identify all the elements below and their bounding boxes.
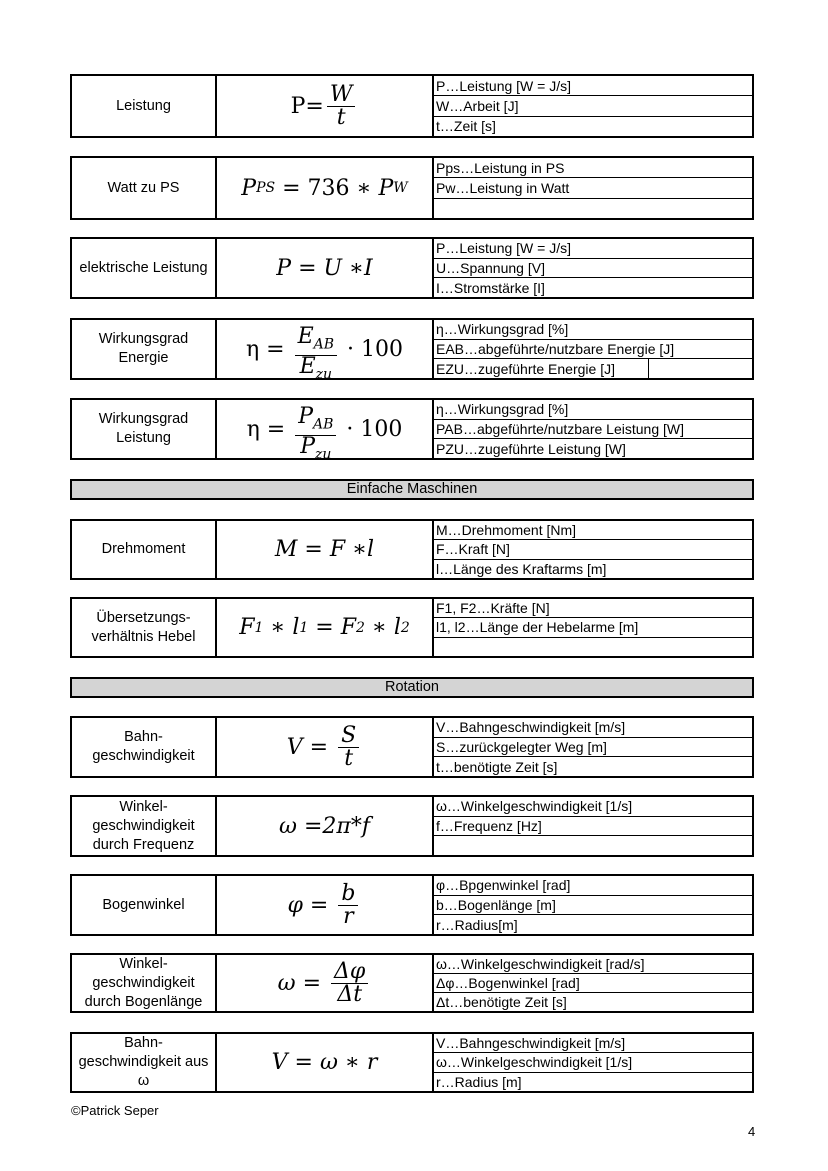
variable	[434, 359, 752, 378]
fraction	[327, 81, 356, 130]
formula-row-wirkungsgrad-energie	[70, 318, 754, 383]
row-name-line: verhältnis Hebel	[91, 628, 196, 645]
formula-row-bahngeschwindigkeit	[70, 716, 754, 778]
subscript: zu	[315, 366, 333, 383]
numerator: b	[338, 883, 358, 906]
numerator: S	[338, 725, 359, 748]
formula-lhs: η =	[246, 416, 293, 442]
row-name-line: Winkel-	[119, 798, 168, 815]
variable: t…benötigte Zeit [s]	[436, 758, 558, 775]
row-name	[72, 797, 217, 855]
variable: r…Radius[m]	[436, 916, 518, 933]
subscript: W	[393, 180, 408, 196]
variable: ω…Winkelgeschwindigkeit [rad/s]	[434, 955, 752, 974]
subscript: 2	[400, 619, 410, 636]
formula-lhs: ω =	[277, 970, 329, 996]
formula-part: ∗ l	[263, 615, 300, 640]
copyright-footer: ©Patrick Seper	[71, 1103, 159, 1118]
variable: F1, F2…Kräfte [N]	[434, 599, 752, 618]
variable: V…Bahngeschwindigkeit [m/s]	[434, 718, 752, 738]
variable-list	[434, 797, 752, 855]
formula-part: = F	[308, 615, 356, 640]
subscript: PS	[256, 180, 276, 196]
row-name	[72, 320, 217, 378]
fraction	[338, 722, 359, 771]
variable-list	[434, 521, 752, 578]
denominator: t	[344, 745, 354, 771]
formula	[217, 158, 434, 218]
variable: M…Drehmoment [Nm]	[434, 521, 752, 540]
formula: ω =2π*f	[217, 797, 434, 855]
row-name	[72, 599, 217, 656]
formula: P = U ∗I	[217, 239, 434, 297]
formula	[217, 400, 434, 463]
variable: Δφ…Bogenwinkel [rad]	[434, 974, 752, 993]
variable	[434, 199, 752, 218]
variable-list	[434, 955, 752, 1011]
fraction	[338, 880, 358, 929]
formula-part: P	[241, 175, 257, 201]
formula-rhs: · 100	[340, 336, 404, 362]
row-name-line: Wirkungsgrad	[98, 411, 189, 427]
formula-lhs: P=	[290, 93, 324, 119]
formula-part: F	[239, 615, 255, 640]
variable-list	[434, 599, 752, 656]
fraction	[295, 323, 337, 383]
variable: PZU…zugeführte Leistung [W]	[436, 440, 626, 457]
variable-text: EZU…zugeführte Energie [J]	[436, 360, 615, 377]
row-name-line: geschwindigkeit	[92, 817, 195, 834]
denominator: P	[300, 434, 316, 460]
formula	[217, 320, 434, 383]
variable: F…Kraft [N]	[434, 540, 752, 559]
variable: t…Zeit [s]	[436, 118, 496, 135]
formula-lhs: V =	[286, 734, 336, 760]
variable: V…Bahngeschwindigkeit [m/s]	[434, 1034, 752, 1053]
variable: P…Leistung [W = J/s]	[434, 239, 752, 259]
numerator: W	[327, 84, 356, 107]
row-name-line: Bahn-	[124, 1035, 163, 1051]
formula-row-leistung	[70, 74, 754, 138]
subscript: 2	[355, 619, 365, 636]
variable: φ…Bpgenwinkel [rad]	[434, 876, 752, 896]
row-name: Leistung	[72, 76, 217, 136]
section-header-rotation: Rotation	[70, 677, 754, 698]
formula-part: = 736 ∗	[275, 175, 379, 201]
variable: Pw…Leistung in Watt	[434, 178, 752, 198]
row-name-line: geschwindigkeit aus	[78, 1054, 209, 1070]
denominator: r	[343, 903, 354, 929]
variable: l1, l2…Länge der Hebelarme [m]	[434, 618, 752, 637]
formula-row-wirkungsgrad-leistung	[70, 398, 754, 463]
row-name-line: Übersetzungs-	[96, 609, 191, 626]
variable: ω…Winkelgeschwindigkeit [1/s]	[434, 1053, 752, 1072]
formula	[217, 718, 434, 776]
variable-list	[434, 400, 752, 458]
formula-row-bogenwinkel	[70, 874, 754, 936]
variable: PAB…abgeführte/nutzbare Leistung [W]	[434, 420, 752, 440]
denominator: t	[336, 104, 346, 130]
row-name-line: geschwindigkeit	[92, 748, 195, 764]
variable: W…Arbeit [J]	[434, 96, 752, 116]
subscript: zu	[315, 446, 332, 463]
variable-list	[434, 876, 752, 934]
variable: ω…Winkelgeschwindigkeit [1/s]	[434, 797, 752, 817]
row-name-line: Leistung	[116, 430, 171, 446]
variable: f…Frequenz [Hz]	[434, 817, 752, 837]
variable-list	[434, 239, 752, 297]
formula	[217, 955, 434, 1011]
page-number: 4	[748, 1124, 756, 1139]
subscript: AB	[313, 336, 335, 353]
variable	[434, 638, 752, 656]
formula: M = F ∗l	[217, 521, 434, 578]
subscript: 1	[254, 619, 264, 636]
row-name	[72, 955, 217, 1011]
fraction	[295, 403, 336, 463]
formula-row-watt-ps	[70, 156, 754, 220]
variable-list	[434, 76, 752, 136]
variable: S…zurückgelegter Weg [m]	[434, 738, 752, 758]
formula-row-hebel	[70, 597, 754, 658]
row-name: Watt zu PS	[72, 158, 217, 218]
row-name-line: durch Bogenlänge	[84, 993, 203, 1010]
variable: r…Radius [m]	[436, 1073, 522, 1090]
numerator: Δφ	[331, 961, 368, 984]
formula-row-winkelgeschwindigkeit-bogenlaenge	[70, 953, 754, 1013]
cell-divider	[648, 359, 649, 378]
formula-rhs: · 100	[339, 416, 403, 442]
denominator: Δt	[337, 981, 363, 1007]
variable: b…Bogenlänge [m]	[434, 896, 752, 916]
row-name-line: Energie	[118, 350, 169, 366]
variable: l…Länge des Kraftarms [m]	[436, 560, 607, 577]
variable-list	[434, 320, 752, 378]
formula-row-elektrische-leistung	[70, 237, 754, 299]
subscript: AB	[313, 416, 334, 433]
formula	[217, 599, 434, 656]
row-name-line: Winkel-	[119, 955, 168, 972]
formula-row-bahngeschwindigkeit-omega	[70, 1032, 754, 1093]
row-name	[72, 400, 217, 458]
variable: η…Wirkungsgrad [%]	[434, 400, 752, 420]
numerator: E	[297, 323, 314, 349]
fraction	[331, 958, 368, 1007]
variable: Pps…Leistung in PS	[434, 158, 752, 178]
variable	[434, 836, 752, 855]
row-name: elektrische Leistung	[72, 239, 217, 297]
formula-lhs: φ =	[287, 892, 336, 918]
variable: I…Stromstärke [I]	[436, 279, 545, 296]
section-header-einfache-maschinen: Einfache Maschinen	[70, 479, 754, 500]
formula: V = ω ∗ r	[217, 1034, 434, 1091]
row-name-line: Bahn-	[124, 729, 163, 745]
formula	[217, 876, 434, 934]
formula	[217, 76, 434, 136]
variable: EAB…abgeführte/nutzbare Energie [J]	[434, 340, 752, 360]
row-name	[72, 718, 217, 776]
row-name: Bogenwinkel	[72, 876, 217, 934]
variable-list	[434, 158, 752, 218]
denominator: E	[299, 354, 316, 380]
variable: Δt…benötigte Zeit [s]	[436, 994, 567, 1010]
row-name-line: Wirkungsgrad	[98, 331, 189, 347]
numerator: P	[298, 403, 314, 429]
row-name-line: ω	[137, 1073, 150, 1089]
variable: P…Leistung [W = J/s]	[434, 76, 752, 96]
row-name	[72, 1034, 217, 1091]
variable-list	[434, 1034, 752, 1091]
formula-lhs: η =	[245, 336, 292, 362]
formula-part: ∗ l	[364, 615, 401, 640]
row-name: Drehmoment	[72, 521, 217, 578]
row-name-line: durch Frequenz	[92, 836, 195, 853]
variable: η…Wirkungsgrad [%]	[434, 320, 752, 340]
variable: U…Spannung [V]	[434, 259, 752, 279]
formula-row-drehmoment	[70, 519, 754, 580]
formula-row-winkelgeschwindigkeit-frequenz	[70, 795, 754, 857]
subscript: 1	[299, 619, 309, 636]
variable-list	[434, 718, 752, 776]
formula-part: P	[378, 175, 394, 201]
row-name-line: geschwindigkeit	[92, 974, 195, 991]
